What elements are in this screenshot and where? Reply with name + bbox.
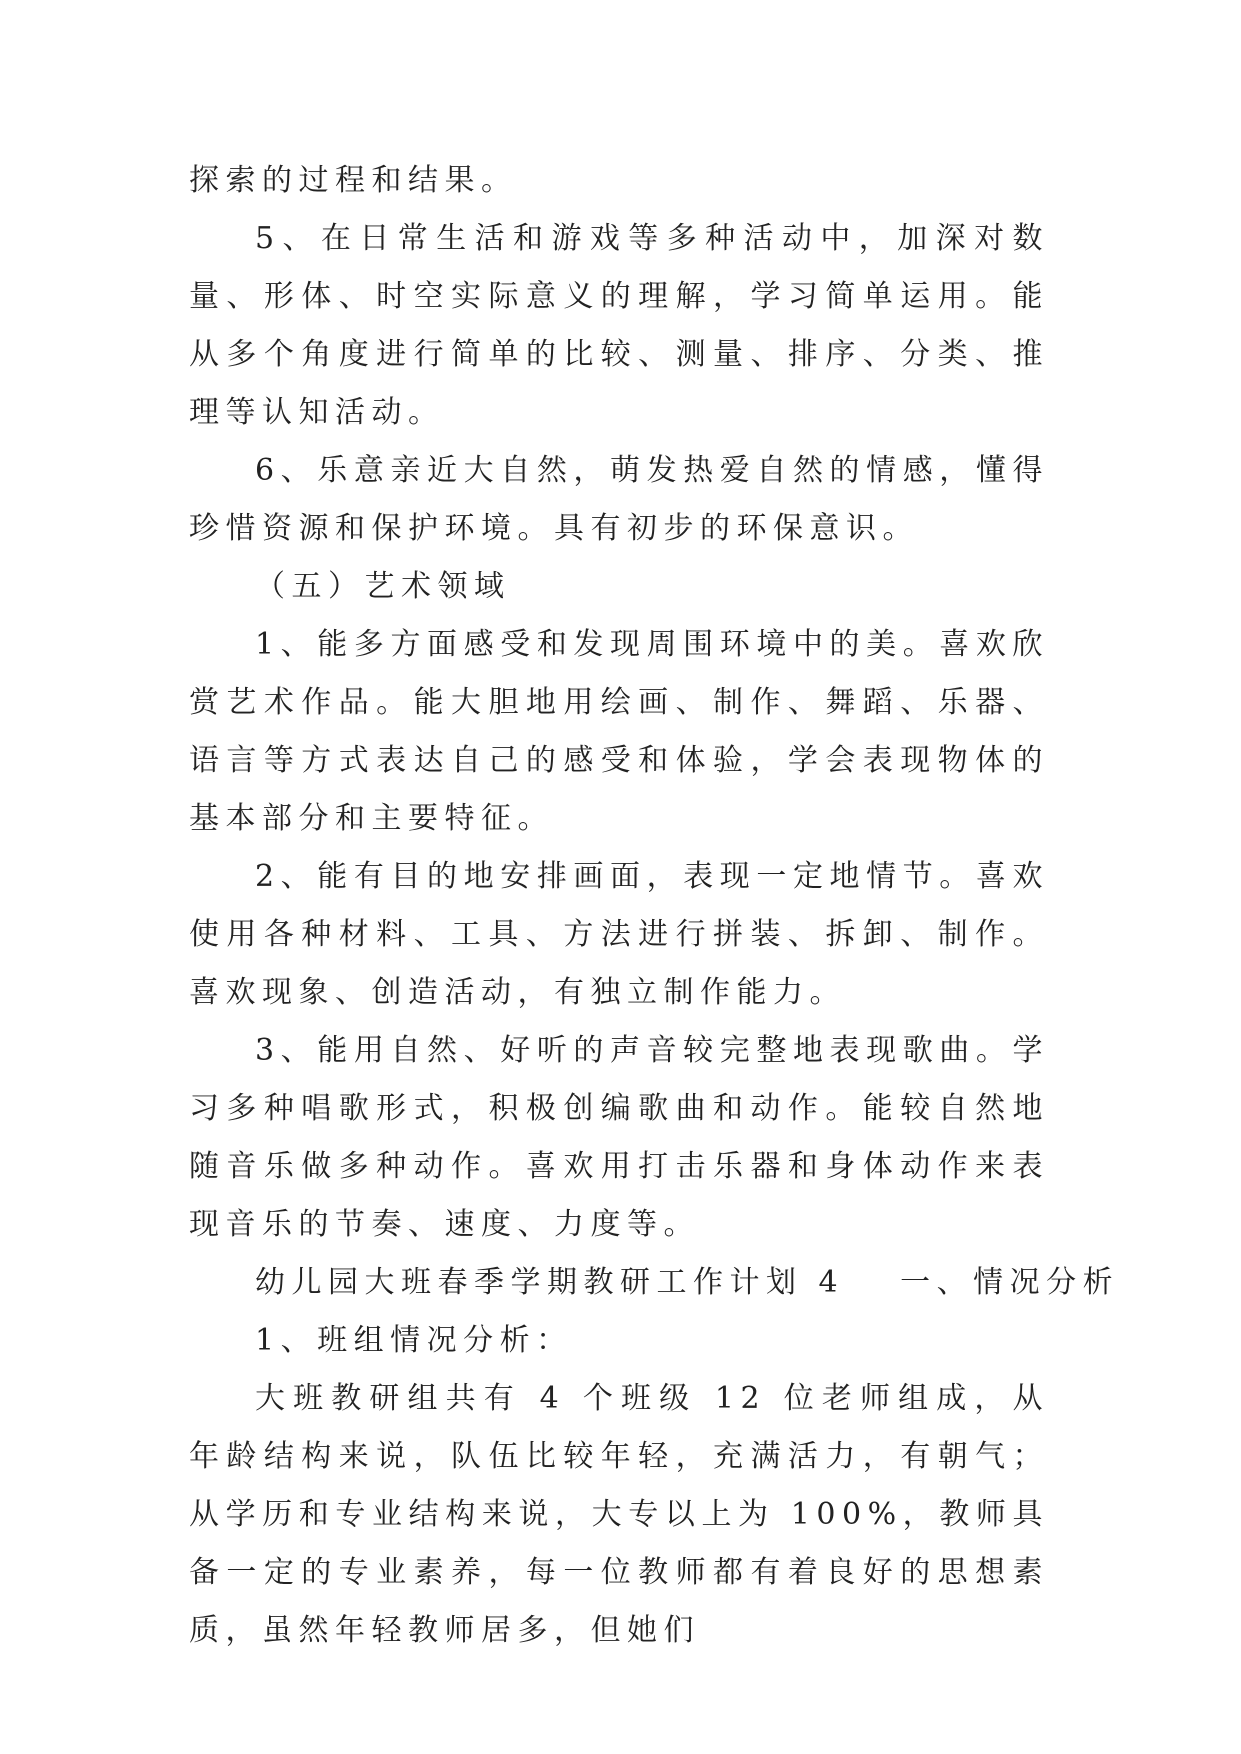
plan-title-line <box>189 1254 1120 1312</box>
paragraph-team-analysis-heading: 1、班组情况分析： <box>255 1323 573 1358</box>
paragraph-item-6: 6、乐意亲近大自然，萌发热爱自然的情感，懂得珍惜资源和保护环境。具有初步的环保意识。 <box>189 453 1049 546</box>
paragraph-art-2: 2、能有目的地安排画面，表现一定地情节。喜欢使用各种材料、工具、方法进行拼装、拆卸、制作。喜欢现象、创造活动，有独立制作能力。 <box>189 859 1049 1010</box>
paragraph-continuation: 探索的过程和结果。 <box>189 163 518 198</box>
section-title-situation: 一、情况分析 <box>900 1265 1120 1300</box>
paragraph-team-analysis: 大班教研组共有 4 个班级 12 位老师组成，从年龄结构来说，队伍比较年轻，充满活力，有朝气；从学历和专业结构来说，大专以上为 100%，教师具备一定的专业素养，每一位教师都有着良好的思想素质，虽然年轻教师居多，但她们 <box>189 1381 1049 1648</box>
plan-title: 幼儿园大班春季学期教研工作计划 4 <box>255 1265 845 1300</box>
paragraph-item-5: 5、在日常生活和游戏等多种活动中，加深对数量、形体、时空实际意义的理解，学习简单运用。能从多个角度进行简单的比较、测量、排序、分类、推理等认知活动。 <box>189 221 1049 430</box>
document-body <box>189 152 1120 1660</box>
section-heading-art: （五）艺术领域 <box>255 569 511 604</box>
paragraph-art-3: 3、能用自然、好听的声音较完整地表现歌曲。学习多种唱歌形式，积极创编歌曲和动作。能较自然地随音乐做多种动作。喜欢用打击乐器和身体动作来表现音乐的节奏、速度、力度等。 <box>189 1033 1049 1242</box>
paragraph-art-1: 1、能多方面感受和发现周围环境中的美。喜欢欣赏艺术作品。能大胆地用绘画、制作、舞蹈、乐器、语言等方式表达自己的感受和体验，学会表现物体的基本部分和主要特征。 <box>189 627 1049 836</box>
